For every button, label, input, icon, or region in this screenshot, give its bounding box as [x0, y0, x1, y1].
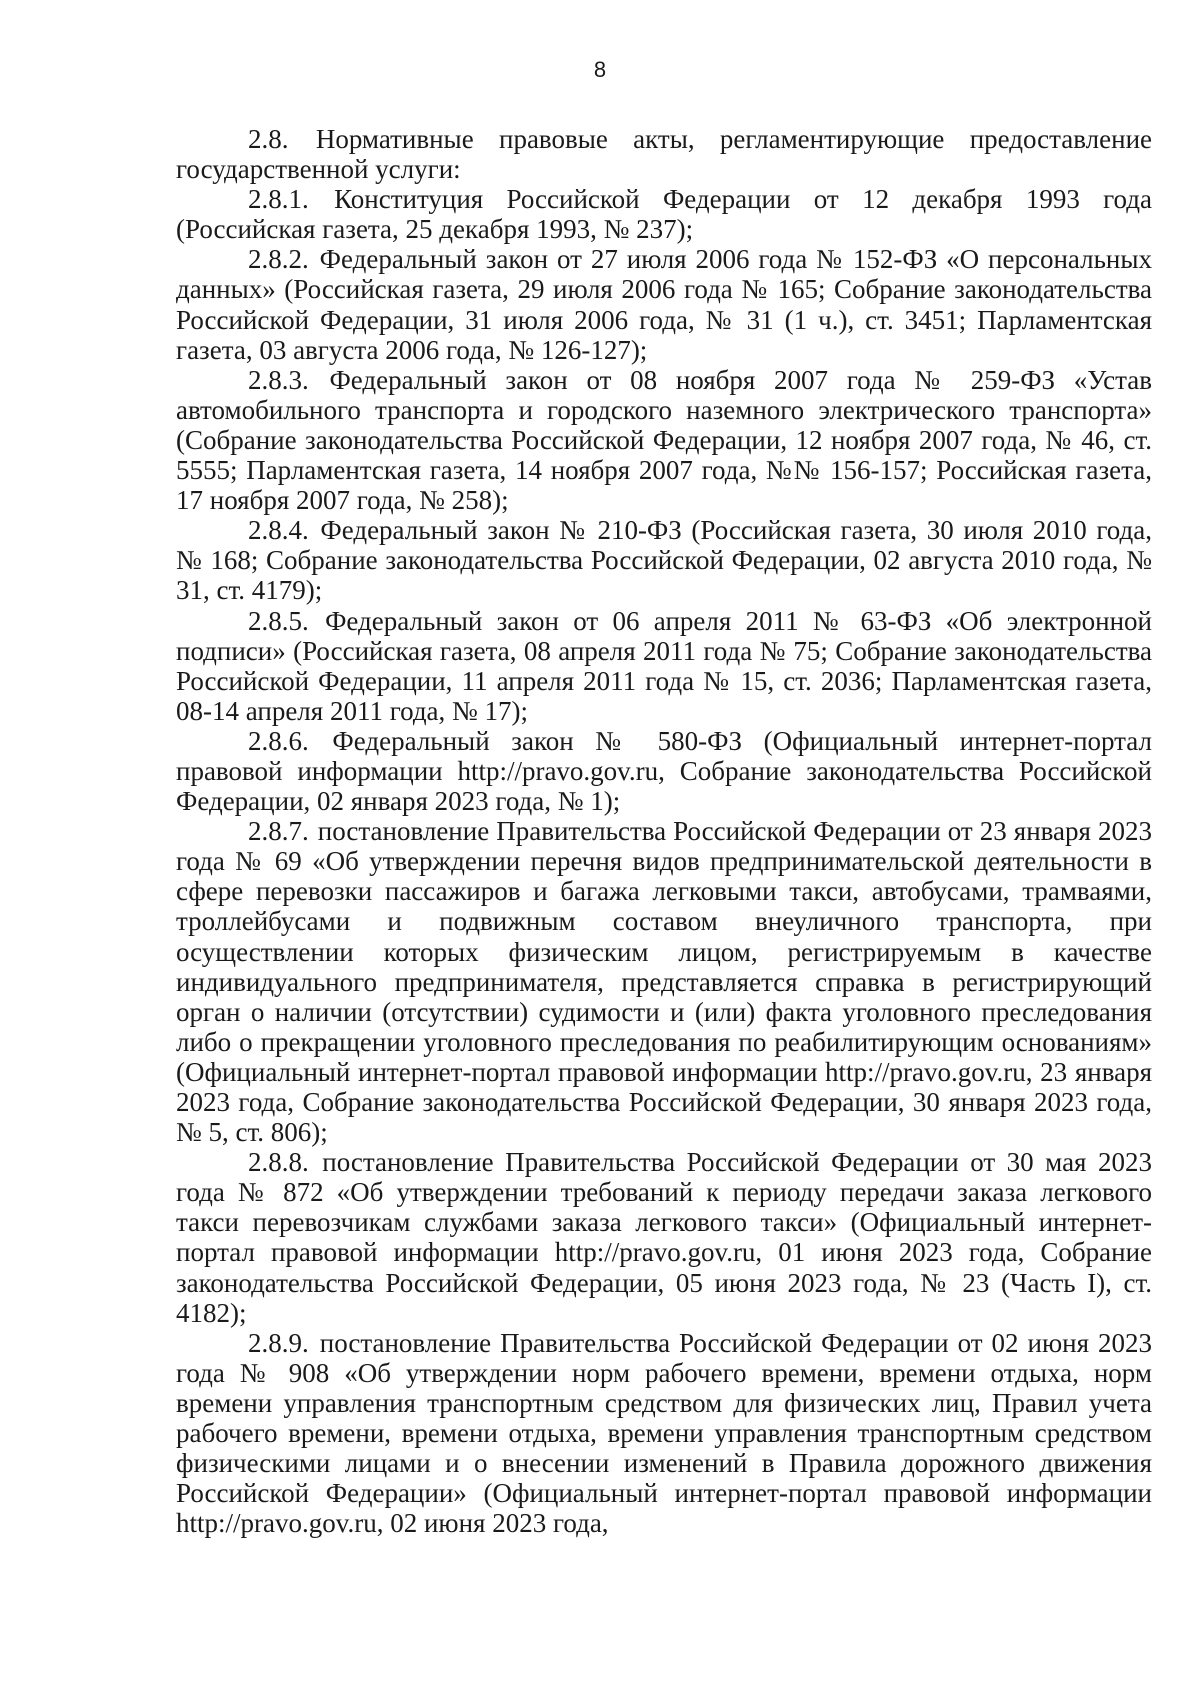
- paragraph-number: 2.8.8.: [248, 1147, 309, 1178]
- paragraph-2-8-1: [176, 184, 1152, 244]
- paragraph-text: Федеральный закон № 580-ФЗ (Официальный интернет-портал правовой информации http://pravo.gov.ru, Собрание законодательства Российской Федерации, 02 января 2023 года, № 1);: [176, 725, 1153, 817]
- paragraph-text: Федеральный закон № 210-ФЗ (Российская газета, 30 июля 2010 года, № 168; Собрание законодательства Российской Федерации, 02 августа 2010 года, № 31, ст. 4179);: [176, 515, 1152, 606]
- paragraph-2-8-7: [176, 816, 1152, 1147]
- paragraph-2-8-3: [176, 365, 1152, 515]
- paragraph-number: 2.8.7.: [248, 816, 309, 847]
- paragraph-text: Федеральный закон от 06 апреля 2011 № 63-ФЗ «Об электронной подписи» (Российская газета, 08 апреля 2011 года № 75; Собрание законодательства Российской Федерации, 11 апреля 2011 года № 15, ст. 2036; Парламентская газета, 08-14 апреля 2011 года, № 17);: [176, 605, 1153, 726]
- paragraph-text: Конституция Российской Федерации от 12 декабря 1993 года (Российская газета, 25 декабря 1993, № 237);: [176, 184, 1152, 245]
- paragraph-2-8: [176, 124, 1152, 184]
- page-number: 8: [593, 57, 607, 82]
- paragraph-text: постановление Правительства Российской Федерации от 23 января 2023 года № 69 «Об утверждении перечня видов предпринимательской деятельности в сфере перевозки пассажиров и багажа легковыми такси, автобусами, трамваями, троллейбусами и подвижным составом внеуличного транспорта, при осуществлении которых физическим лицом, регистрируемым в качестве индивидуального предпринимателя, представляется справка в регистрирующий орган о наличии (отсутствии) судимости и (или) факта уголовного преследования либо о прекращении уголовного преследования по реабилитирующим основаниям» (Официальный интернет-портал правовой информации http://pravo.gov.ru, 23 января 2023 года, Собрание законодательства Российской Федерации, 30 января 2023 года, № 5, ст. 806);: [176, 816, 1152, 1148]
- paragraph-2-8-8: [176, 1147, 1152, 1328]
- paragraph-2-8-9: [176, 1328, 1152, 1539]
- paragraph-number: 2.8.2.: [248, 244, 309, 275]
- paragraph-2-8-2: [176, 244, 1152, 364]
- paragraph-number: 2.8.1.: [248, 184, 309, 215]
- paragraph-text: Федеральный закон от 08 ноября 2007 года № 259-ФЗ «Устав автомобильного транспорта и городского наземного электрического транспорта» (Собрание законодательства Российской Федерации, 12 ноября 2007 года, № 46, ст. 5555; Парламентская газета, 14 ноября 2007 года, №№ 156-157; Российская газета, 17 ноября 2007 года, № 258);: [176, 364, 1153, 516]
- paragraph-2-8-4: [176, 515, 1152, 605]
- paragraph-text: Федеральный закон от 27 июля 2006 года № 152-ФЗ «О персональных данных» (Российская газета, 29 июля 2006 года № 165; Собрание законодательства Российской Федерации, 31 июля 2006 года, № 31 (1 ч.), ст. 3451; Парламентская газета, 03 августа 2006 года, № 126-127);: [176, 244, 1153, 365]
- paragraph-2-8-5: [176, 606, 1152, 726]
- paragraph-text: постановление Правительства Российской Федерации от 30 мая 2023 года № 872 «Об утверждении требований к периоду передачи заказа легкового такси перевозчикам службами заказа легкового такси» (Официальный интернет-портал правовой информации http://pravo.gov.ru, 01 июня 2023 года, Собрание законодательства Российской Федерации, 05 июня 2023 года, № 23 (Часть I), ст. 4182);: [176, 1147, 1152, 1328]
- paragraph-text: постановление Правительства Российской Федерации от 02 июня 2023 года № 908 «Об утверждении норм рабочего времени, времени отдыха, норм времени управления транспортным средством для физических лиц, Правил учета рабочего времени, времени отдыха, времени управления транспортным средством физическими лицами и о внесении изменений в Правила дорожного движения Российской Федерации» (Официальный интернет-портал правовой информации http://pravo.gov.ru, 02 июня 2023 года,: [176, 1327, 1152, 1539]
- document-body: [176, 124, 1152, 1538]
- paragraph-number: 2.8.: [248, 124, 289, 154]
- paragraph-2-8-6: [176, 726, 1152, 816]
- paragraph-number: 2.8.6.: [248, 725, 309, 756]
- paragraph-number: 2.8.5.: [248, 605, 309, 636]
- paragraph-number: 2.8.4.: [248, 515, 309, 546]
- paragraph-number: 2.8.9.: [248, 1327, 309, 1358]
- paragraph-text: Нормативные правовые акты, регламентирующие предоставление государственной услуги:: [176, 124, 1153, 185]
- paragraph-number: 2.8.3.: [248, 364, 309, 395]
